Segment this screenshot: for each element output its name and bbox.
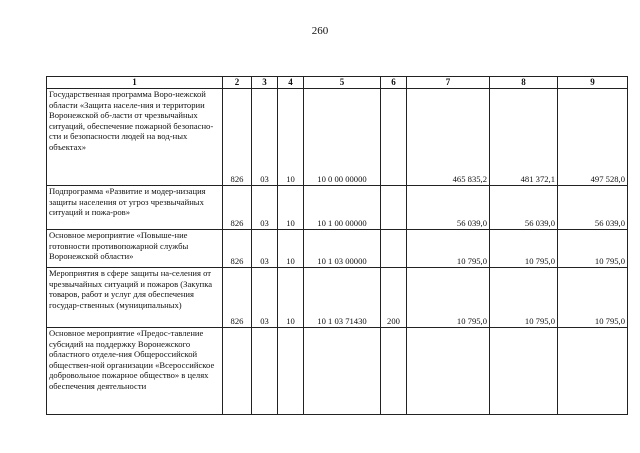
cell-amount-3 xyxy=(558,328,628,415)
cell-amount-2: 10 795,0 xyxy=(490,268,558,328)
cell-amount-1: 10 795,0 xyxy=(407,268,490,328)
cell-subsection: 10 xyxy=(278,89,304,186)
cell-amount-1 xyxy=(407,328,490,415)
cell-subsection: 10 xyxy=(278,268,304,328)
cell-target-article xyxy=(304,328,381,415)
column-header: 6 xyxy=(381,77,407,89)
cell-amount-3: 56 039,0 xyxy=(558,186,628,230)
cell-subsection: 10 xyxy=(278,230,304,268)
column-header: 1 xyxy=(47,77,223,89)
cell-amount-3: 10 795,0 xyxy=(558,268,628,328)
cell-section xyxy=(252,328,278,415)
cell-expense-type xyxy=(381,230,407,268)
table-row xyxy=(47,89,628,186)
row-name: Подпрограмма «Развитие и модер-низация защиты населения от угроз чрезвычайных ситуаций и пожа-ров» xyxy=(47,186,223,230)
column-header: 9 xyxy=(558,77,628,89)
column-header: 8 xyxy=(490,77,558,89)
cell-ministry-code: 826 xyxy=(223,186,252,230)
cell-amount-3: 497 528,0 xyxy=(558,89,628,186)
table-row xyxy=(47,230,628,268)
cell-amount-2: 10 795,0 xyxy=(490,230,558,268)
cell-amount-2: 481 372,1 xyxy=(490,89,558,186)
cell-ministry-code: 826 xyxy=(223,268,252,328)
cell-ministry-code: 826 xyxy=(223,230,252,268)
column-header: 7 xyxy=(407,77,490,89)
column-header: 2 xyxy=(223,77,252,89)
budget-table xyxy=(46,76,628,415)
page-number: 260 xyxy=(311,25,329,37)
cell-expense-type xyxy=(381,328,407,415)
cell-section: 03 xyxy=(252,89,278,186)
cell-section: 03 xyxy=(252,230,278,268)
table-row xyxy=(47,186,628,230)
column-header: 5 xyxy=(304,77,381,89)
cell-amount-1: 56 039,0 xyxy=(407,186,490,230)
cell-target-article: 10 1 03 00000 xyxy=(304,230,381,268)
row-name: Основное мероприятие «Предос-тавление субсидий на поддержку Воронежского областного отделе-ния Общероссийской обществен-ной организации «Всероссийское добровольное пожарное общество» в целях обеспечения деятельности xyxy=(47,328,223,415)
column-header: 3 xyxy=(252,77,278,89)
cell-expense-type: 200 xyxy=(381,268,407,328)
cell-section: 03 xyxy=(252,268,278,328)
cell-target-article: 10 1 03 71430 xyxy=(304,268,381,328)
table-header-row xyxy=(47,77,628,89)
row-name: Мероприятия в сфере защиты на-селения от чрезвычайных ситуаций и пожаров (Закупка товаров, работ и услуг для обеспечения государ-ственных (муниципальных) xyxy=(47,268,223,328)
table-row xyxy=(47,328,628,415)
cell-target-article: 10 1 00 00000 xyxy=(304,186,381,230)
cell-amount-1: 10 795,0 xyxy=(407,230,490,268)
cell-subsection: 10 xyxy=(278,186,304,230)
cell-ministry-code: 826 xyxy=(223,89,252,186)
cell-amount-2: 56 039,0 xyxy=(490,186,558,230)
cell-amount-1: 465 835,2 xyxy=(407,89,490,186)
row-name: Государственная программа Воро-нежской области «Защита населе-ния и территории Воронежской об-ласти от чрезвычайных ситуаций, обеспечение пожарной безопасно-сти и безопасности людей на вод-ных объектах» xyxy=(47,89,223,186)
cell-expense-type xyxy=(381,186,407,230)
table-row xyxy=(47,268,628,328)
column-header: 4 xyxy=(278,77,304,89)
cell-ministry-code xyxy=(223,328,252,415)
cell-subsection xyxy=(278,328,304,415)
cell-section: 03 xyxy=(252,186,278,230)
cell-expense-type xyxy=(381,89,407,186)
cell-amount-3: 10 795,0 xyxy=(558,230,628,268)
cell-amount-2 xyxy=(490,328,558,415)
row-name: Основное мероприятие «Повыше-ние готовности противопожарной службы Воронежской области» xyxy=(47,230,223,268)
cell-target-article: 10 0 00 00000 xyxy=(304,89,381,186)
